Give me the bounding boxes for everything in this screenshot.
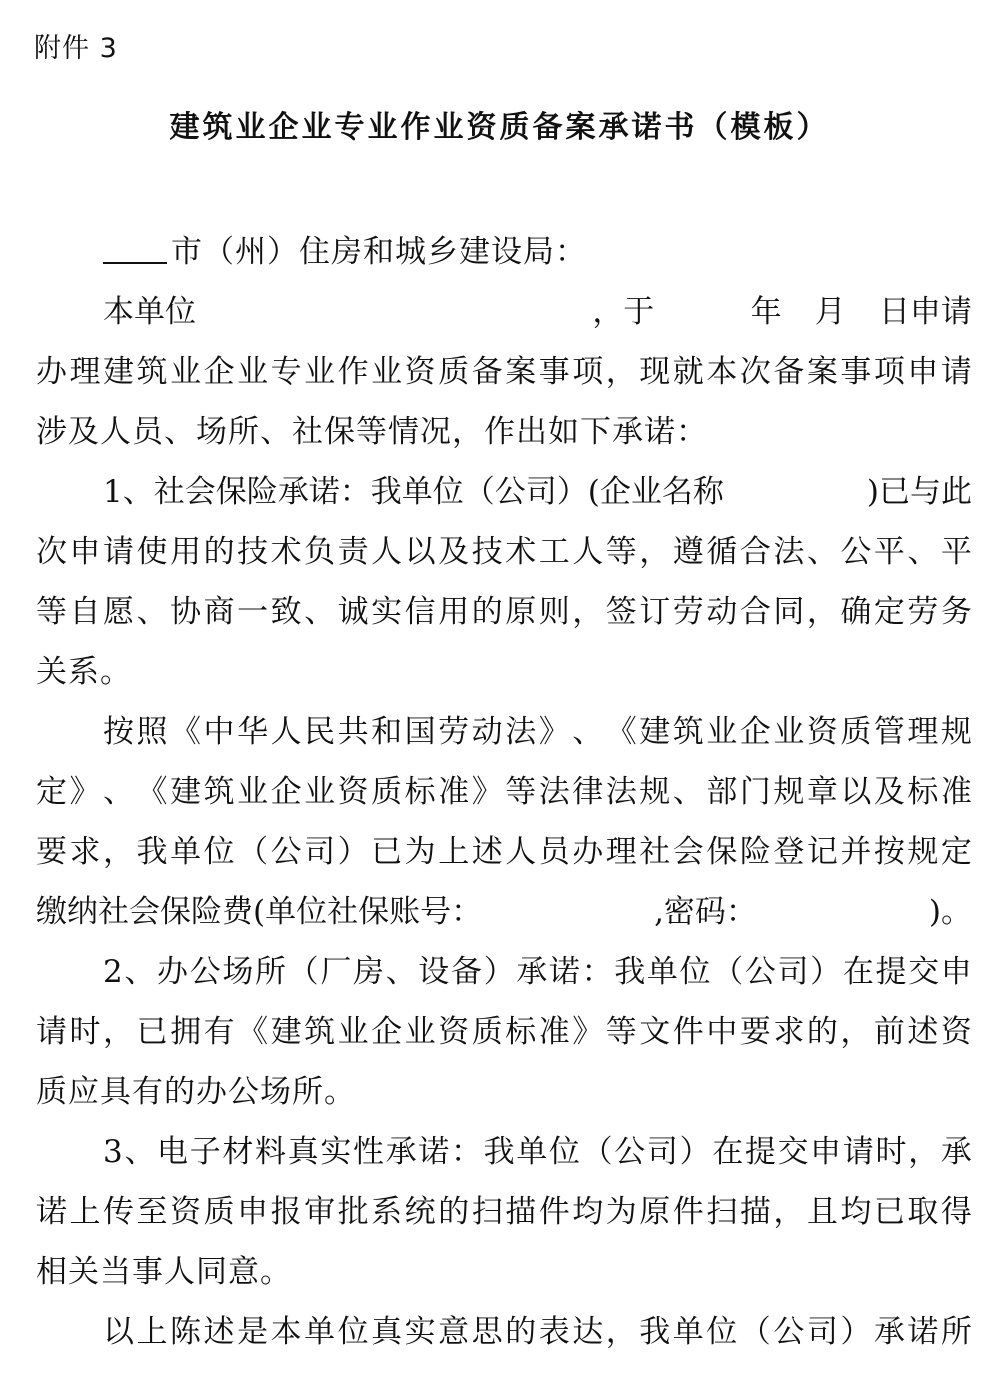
intro-line-1 [103, 292, 972, 332]
day-label: 日申请 [878, 294, 972, 330]
year-label: 年 [750, 294, 782, 330]
salutation-text: 市（州）住房和城乡建设局： [171, 234, 587, 270]
law-line-3: 要 求 ， 我 单 位 （ 公 司 ） 已 为 上 述 人 员 办 理 社 会 保 险 登 记 并 按 规 定 [36, 834, 972, 870]
item1-line-4: 关系。 [36, 654, 132, 690]
item3-line-1: 3 、 电 子 材 料 真 实 性 承 诺 ： 我 单 位 （ 公 司 ） 在 提 交 申 请 时 ， 承 [103, 1134, 972, 1170]
password-label: ,密码： [654, 894, 757, 930]
item1-tail: )已与此 [866, 474, 972, 510]
intro-unit-label: 本单位 [103, 294, 196, 330]
city-blank-underline [103, 232, 167, 264]
company-name-blank [755, 472, 835, 512]
item2-line-3: 质应具有的办公场所。 [36, 1074, 356, 1110]
item3-line-2: 诺 上 传 至 资 质 申 报 审 批 系 统 的 扫 描 件 均 为 原 件 扫 描 ， 且 均 已 取 得 [36, 1194, 972, 1230]
month-label: 月 [814, 294, 846, 330]
year-blank [687, 292, 717, 332]
attachment-label: 附件 3 [34, 33, 118, 64]
item1-line-2: 次 申 请 使 用 的 技 术 负 责 人 以 及 技 术 工 人 等 ， 遵 循 合 法 、 公 平 、 平 [36, 534, 972, 570]
password-blank [783, 892, 903, 932]
intro-line-2: 办 理 建 筑 业 企 业 专 业 作 业 资 质 备 案 事 项 ， 现 就 本 次 备 案 事 项 申 请 [36, 354, 972, 390]
law-line-4-end: )。 [928, 894, 972, 930]
item1-line-1 [103, 472, 972, 512]
item1-line-3: 等 自 愿 、 协 商 一 致 、 诚 实 信 用 的 原 则 ， 签 订 劳 动 合 同 ， 确 定 劳 务 [36, 594, 972, 630]
item2-line-2: 请 时 ， 已 拥 有 《 建 筑 业 企 业 资 质 标 准 》 等 文 件 中 要 求 的 ， 前 述 资 [36, 1014, 972, 1050]
item3-line-3: 相关当事人同意。 [36, 1254, 292, 1290]
law-line-2: 定 》 、 《 建 筑 业 企 业 资 质 标 准 》 等 法 律 法 规 、 部 门 规 章 以 及 标 准 [36, 774, 972, 810]
law-line-4 [36, 892, 972, 932]
insurance-account-label: 缴纳社会保险费(单位社保账号： [36, 894, 483, 930]
closing-line-1: 以 上 陈 述 是 本 单 位 真 实 意 思 的 表 达 ， 我 单 位 （ 公 司 ） 承 诺 所 [103, 1314, 972, 1350]
intro-date-prefix: ，于 [592, 294, 655, 330]
item2-line-1: 2 、 办 公 场 所 （ 厂 房 、 设 备 ） 承 诺 ： 我 单 位 （ 公 司 ） 在 提 交 申 [103, 954, 972, 990]
intro-line-3: 涉及人员、场所、社保等情况，作出如下承诺： [36, 414, 708, 450]
document-title: 建筑业企业专业作业资质备案承诺书（模板） [169, 110, 830, 145]
unit-name-blank [229, 292, 559, 332]
salutation-line [103, 232, 972, 272]
insurance-account-blank [508, 892, 628, 932]
law-line-1: 按 照 《 中 华 人 民 共 和 国 劳 动 法 》 、 《 建 筑 业 企 业 资 质 管 理 规 [103, 714, 972, 750]
item1-lead: 1、社会保险承诺：我单位（公司）(企业名称 [103, 474, 724, 510]
